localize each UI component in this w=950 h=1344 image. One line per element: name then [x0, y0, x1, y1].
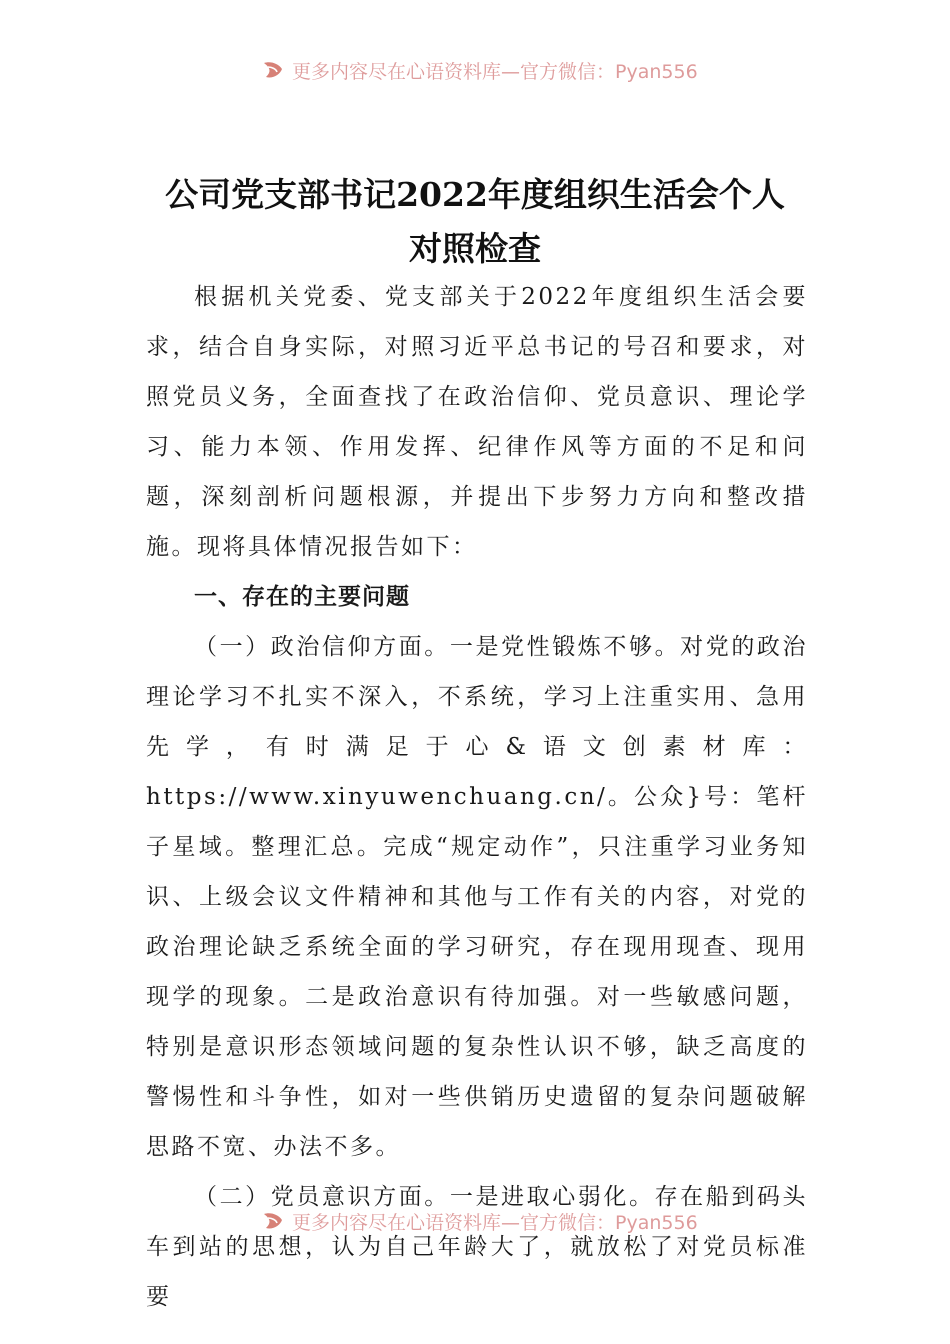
- brand-logo-icon: [260, 1208, 286, 1234]
- title-line-2: 对照检查: [409, 229, 541, 268]
- political-belief-paragraph: （一）政治信仰方面。一是党性锻炼不够。对党的政治理论学习不扎实不深入，不系统，学习上注重实用、急用先学，有时满足于心&语文创素材库：https://www.xinyuwenchuang.cn/。公众}号：笔杆子星域。整理汇总。完成“规定动作”，只注重学习业务知识、上级会议文件精神和其他与工作有关的内容，对党的政治理论缺乏系统全面的学习研究，存在现用现查、现用现学的现象。二是政治意识有待加强。对一些敏感问题，特别是意识形态领域问题的复杂性认识不够，缺乏高度的警惕性和斗争性，如对一些供销历史遗留的复杂问题破解思路不宽、办法不多。: [146, 634, 808, 1160]
- watermark-header: [260, 55, 698, 85]
- document-body: [146, 272, 808, 1322]
- watermark-text: 更多内容尽在心语资料库—官方微信：Pyan556: [292, 1211, 698, 1234]
- watermark-text: 更多内容尽在心语资料库—官方微信：Pyan556: [292, 60, 698, 83]
- section-heading: 一、存在的主要问题: [194, 584, 410, 610]
- brand-logo-icon: [260, 57, 286, 83]
- intro-paragraph: 根据机关党委、党支部关于2022年度组织生活会要求，结合自身实际，对照习近平总书记的号召和要求，对照党员义务，全面查找了在政治信仰、党员意识、理论学习、能力本领、作用发挥、纪律作风等方面的不足和问题，深刻剖析问题根源，并提出下步努力方向和整改措施。现将具体情况报告如下：: [146, 284, 808, 560]
- title-line-1: 公司党支部书记2022年度组织生活会个人: [165, 175, 785, 214]
- watermark-footer: [260, 1206, 698, 1236]
- document-title: [145, 168, 805, 276]
- party-awareness-paragraph: （二）党员意识方面。一是进取心弱化。存在船到码头车到站的思想，认为自己年龄大了，就放松了对党员标准要: [146, 1184, 808, 1310]
